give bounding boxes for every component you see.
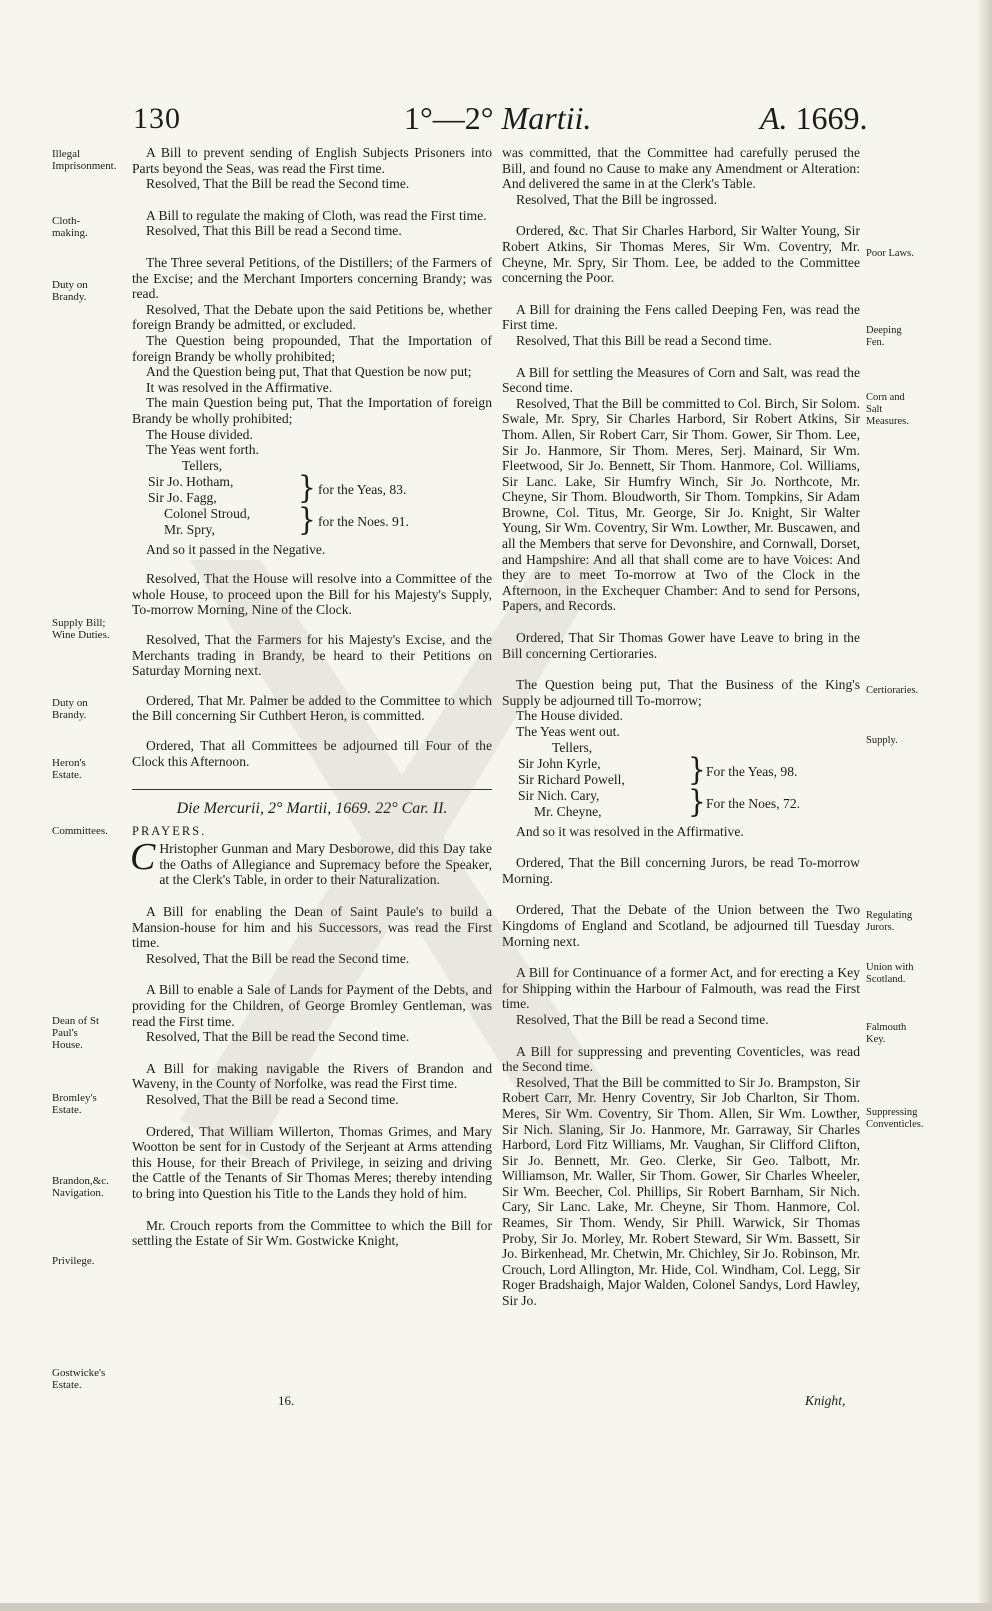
committees-order: Ordered, That all Committees be adjourned till Four of the Clock this Afternoon. [132, 738, 492, 769]
teller-name: Sir Jo. Hotham, [148, 473, 234, 489]
resolution: Resolved, That the Bill be read a Second time. [516, 1011, 769, 1027]
running-year [760, 100, 868, 137]
resolution: Resolved, That the Debate upon the said Petitions be, whether foreign Brandy be admitted, or excluded. [132, 301, 492, 333]
margin-note: Deeping Fen. [866, 325, 902, 348]
margin-note: Bromley's Estate. [52, 1092, 97, 1116]
certioraries-order: Ordered, That Sir Thomas Gower have Leave to bring in the Bill concerning Certioraries. [502, 630, 860, 661]
division-result: And so it passed in the Negative. [146, 541, 326, 557]
noes-count: For the Noes, 72. [706, 795, 801, 811]
brace-glyph: } [298, 468, 316, 506]
teller-name: Mr. Cheyne, [534, 803, 602, 819]
tellers-block [502, 740, 860, 824]
tellers-block [132, 458, 492, 542]
bill-dean-st-pauls: A Bill for enabling the Dean of Saint Paule's to build a Mansion-house for him and his Successors, was read the First time. [132, 904, 492, 951]
margin-note: Brandon,&c. Navigation. [52, 1175, 109, 1199]
margin-note: Heron's Estate. [52, 757, 86, 781]
left-column [132, 145, 492, 1249]
margin-note: Dean of St Paul's House. [52, 1015, 100, 1051]
noes-count: for the Noes. 91. [318, 513, 409, 529]
brandy-resolution: Resolved, That the Farmers for his Majesty's Excise, and the Merchants trading in Brandy, be heard to their Petitions on Saturday Morning next. [132, 632, 492, 679]
bill-prisoners: A Bill to prevent sending of English Subjects Prisoners into Parts beyond the Seas, was read the First time. [132, 145, 492, 176]
bill-brandon-navigation: A Bill for making navigable the Rivers of Brandon and Waveny, in the County of Norfolke, was read the First time. [132, 1060, 492, 1092]
page-number: 130 [133, 102, 181, 135]
page-edge [978, 0, 992, 1611]
supply-resolution: Resolved, That the House will resolve into a Committee of the whole House, to proceed upon the Bill for his Majesty's Supply, To-morrow Morning, Nine of the Clock. [132, 571, 492, 618]
union-order: Ordered, That the Debate of the Union between the Two Kingdoms of England and Scotland, be adjourned till Tuesday Morning next. [502, 902, 860, 949]
bill-corn-salt: A Bill for settling the Measures of Corn and Salt, was read the Second time. [502, 364, 860, 396]
brace-glyph: } [688, 782, 706, 820]
gostwicke-report-cont: was committed, that the Committee had carefully perused the Bill, and found no Cause to make any Amendment or Alteration: And delivered the same in at the Clerk's Table. [502, 145, 860, 192]
committal-resolution: Resolved, That the Bill be committed to Col. Birch, Sir Solom. Swale, Mr. Spry, Sir Charles Harbord, Sir Robert Atkins, Sir Thom. Allen, Sir Robert Carr, Sir Thom. Gower, Sir Thom. Lee, Sir Jo. Hanmore, Sir Thom. Meres, Serj. Mainard, Sir Wm. Fleetwood, Sir Jo. Bennett, Sir Thom. Hanmore, Col. Williams, Sir Lanc. Lake, Sir Humfry Winch, Sir Jo. Northcote, Mr. Cheyne, Sir Thom. Bloudworth, Sir Thom. Tompkins, Sir Adam Browne, Col. Titus, Mr. George, Sir Jo. Knight, Sir Walter Young, Sir Wm. Coventry, Sir Wm. Lowther, Mr. Buscawen, and all the Members that serve for Devonshire, and Cornwall, Dorset, and Hampshire: And all that shall come are to have Voices: And they are to meet To-morrow at Two of the Clock in the Afternoon, in the Exchequer Chamber: And to send for Persons, Papers, and Records. [502, 395, 860, 614]
right-column [502, 145, 860, 1309]
question-text: The Question being propounded, That the Importation of foreign Brandy be wholly prohibited; [132, 332, 492, 364]
bill-conventicles: A Bill for suppressing and preventing Coventicles, was read the Second time. [502, 1043, 860, 1075]
naturalization-text: Hristopher Gunman and Mary Desborowe, did this Day take the Oaths of Allegiance and Supremacy before the Speaker, at the Clerk's Table, in order to their Naturalization. [159, 841, 492, 888]
resolution: Resolved, That the Bill be read the Second time. [146, 1029, 410, 1045]
margin-note: Gostwicke's Estate. [52, 1367, 106, 1391]
jurors-order: Ordered, That the Bill concerning Jurors, be read To-morrow Morning. [502, 855, 860, 886]
bill-bromley: A Bill to enable a Sale of Lands for Payment of the Debts, and providing for the Children, of George Bromley Gentleman, was read the First time. [132, 982, 492, 1029]
margin-note: Poor Laws. [866, 248, 914, 259]
teller-name: Sir Nich. Cary, [518, 787, 600, 803]
margin-note: Privilege. [52, 1255, 95, 1267]
heron-order: Ordered, That Mr. Palmer be added to the Committee to which the Bill concerning Sir Cuthbert Heron, is committed. [132, 692, 492, 724]
page-bottom-edge [0, 1603, 992, 1611]
tellers-label: Tellers, [552, 739, 593, 755]
question-text: The main Question being put, That the Importation of foreign Brandy be wholly prohibited; [132, 395, 492, 426]
margin-note: Supply Bill; Wine Duties. [52, 617, 110, 641]
year-value: 1669. [795, 100, 868, 136]
drop-cap: C [130, 836, 156, 879]
section-rule [132, 789, 492, 790]
bill-cloth: A Bill to regulate the making of Cloth, was read the First time. [146, 207, 487, 223]
margin-note: Illegal Imprisonment. [52, 148, 117, 172]
signature-mark: 16. [278, 1393, 295, 1408]
page-header [0, 100, 992, 144]
bill-deeping-fen: A Bill for draining the Fens called Deeping Fen, was read the First time. [502, 301, 860, 333]
teller-name: Sir Jo. Fagg, [148, 489, 217, 505]
margin-note: Duty on Brandy. [52, 697, 88, 721]
brace-glyph: } [298, 500, 316, 538]
poor-committee-order: Ordered, &c. That Sir Charles Harbord, Sir Walter Young, Sir Robert Atkins, Sir Thomas Meres, Sir Wm. Coventry, Mr. Cheyne, Mr. Spry, Sir Thom. Lee, be added to the Committee concerning the Poor. [502, 223, 860, 286]
date-word: Martii. [501, 100, 592, 136]
yeas-count: For the Yeas, 98. [706, 763, 798, 779]
division-text: The Yeas went forth. [146, 442, 259, 458]
gostwicke-report: Mr. Crouch reports from the Committee to which the Bill for settling the Estate of Sir Wm. Gostwicke Knight, [132, 1217, 492, 1249]
tellers-label: Tellers, [182, 457, 223, 473]
bill-falmouth-key: A Bill for Continuance of a former Act, and for erecting a Key for Shipping within the Harbour of Falmouth, was read the First time. [502, 965, 860, 1012]
margin-note: Duty on Brandy. [52, 279, 88, 303]
resolution: Resolved, That the Bill be read the Second time. [146, 950, 410, 966]
resolution: Resolved, That the Bill be read a Second time. [146, 1091, 399, 1107]
running-date [404, 100, 591, 137]
question-result: It was resolved in the Affirmative. [146, 379, 333, 395]
division-text: The Yeas went out. [516, 724, 620, 739]
resolution: Resolved, That the Bill be ingrossed. [516, 191, 717, 207]
resolution: Resolved, That this Bill be read a Second time. [146, 223, 402, 239]
margin-note: Suppressing Conventicles. [866, 1107, 924, 1130]
margin-note: Falmouth Key. [866, 1022, 907, 1045]
margin-note: Certioraries. [866, 685, 919, 696]
naturalization-entry [130, 836, 492, 888]
yeas-count: for the Yeas, 83. [318, 481, 407, 497]
day-heading: Die Mercurii, 2° Martii, 1669. 22° Car. II. [176, 800, 448, 818]
division-text: The House divided. [516, 708, 623, 724]
brace-glyph: } [688, 750, 706, 788]
division-result: And so it was resolved in the Affirmative. [516, 823, 744, 839]
margin-note: Committees. [52, 825, 108, 837]
teller-name: Colonel Stroud, [164, 505, 251, 521]
catchword: Knight, [805, 1393, 846, 1408]
margin-note: Corn and Salt Measures. [866, 392, 909, 427]
teller-name: Sir Richard Powell, [518, 771, 625, 787]
date-prefix: 1°—2° [404, 100, 494, 136]
margin-note: Union with Scotland. [866, 962, 914, 985]
division-text: The House divided. [146, 426, 253, 442]
privilege-order: Ordered, That William Willerton, Thomas Grimes, and Mary Wootton be sent for in Custody of the Serjeant at Arms attending this House, for their Breach of Privilege, in seizing and driving the Cattle of the Tenants of Sir Thomas Meres; thereby intending to bring into Question his Title to the Lands they hold of him. [132, 1123, 492, 1201]
brandy-petitions: The Three several Petitions, of the Distillers; of the Farmers of the Excise; and the Merchant Importers concerning Brandy; was read. [132, 254, 492, 302]
margin-note: Cloth-making. [52, 215, 88, 239]
margin-note: Regulating Jurors. [866, 910, 913, 933]
resolution: Resolved, That this Bill be read a Second time. [516, 332, 772, 348]
year-prefix: A. [760, 100, 788, 136]
margin-note: Supply. [866, 735, 898, 746]
committal-resolution: Resolved, That the Bill be committed to Sir Jo. Brampston, Sir Robert Carr, Mr. Henry Coventry, Sir Job Charlton, Sir Thom. Meres, Sir Wm. Coventry, Sir Thom. Allen, Sir Wm. Lowther, Sir Nich. Slaning, Sir Jo. Hanmore, Mr. Garraway, Sir Charles Harbord, Lord Fitz Williams, Mr. Vaughan, Sir Clifford Clifton, Sir Jo. Bennett, Mr. Geo. Clerke, Sir Geo. Talbott, Mr. Williamson, Mr. Waller, Sir Thom. Gower, Sir Charles Wheeler, Sir Wm. Beecher, Col. Phillips, Sir Robert Barnham, Sir Nich. Cary, Sir Lanc. Lake, Mr. Cheyne, Sir Thom. Hanmore, Col. Reames, Sir Thom. Wendy, Sir Phill. Warwick, Sir Thomas Proby, Sir Jo. Morley, Mr. Robert Steward, Sir Wm. Bassett, Sir Jo. Birkenhead, Mr. Chetwin, Mr. Chichley, Sir Jo. Robinson, Mr. Crouch, Lord Allington, Mr. Hide, Col. Windham, Col. Legg, Sir Roger Bradshaigh, Major Walden, Colonel Sandys, Lord Hawley, Sir Jo. [502, 1074, 860, 1309]
resolution: Resolved, That the Bill be read the Second time. [146, 176, 410, 192]
teller-name: Mr. Spry, [164, 521, 215, 537]
supply-question: The Question being put, That the Business of the King's Supply be adjourned till To-morrow; [502, 677, 860, 708]
prayers-label: PRAYERS. [132, 824, 207, 839]
teller-name: Sir John Kyrle, [518, 755, 601, 771]
question-text: And the Question being put, That that Question be now put; [146, 364, 472, 380]
